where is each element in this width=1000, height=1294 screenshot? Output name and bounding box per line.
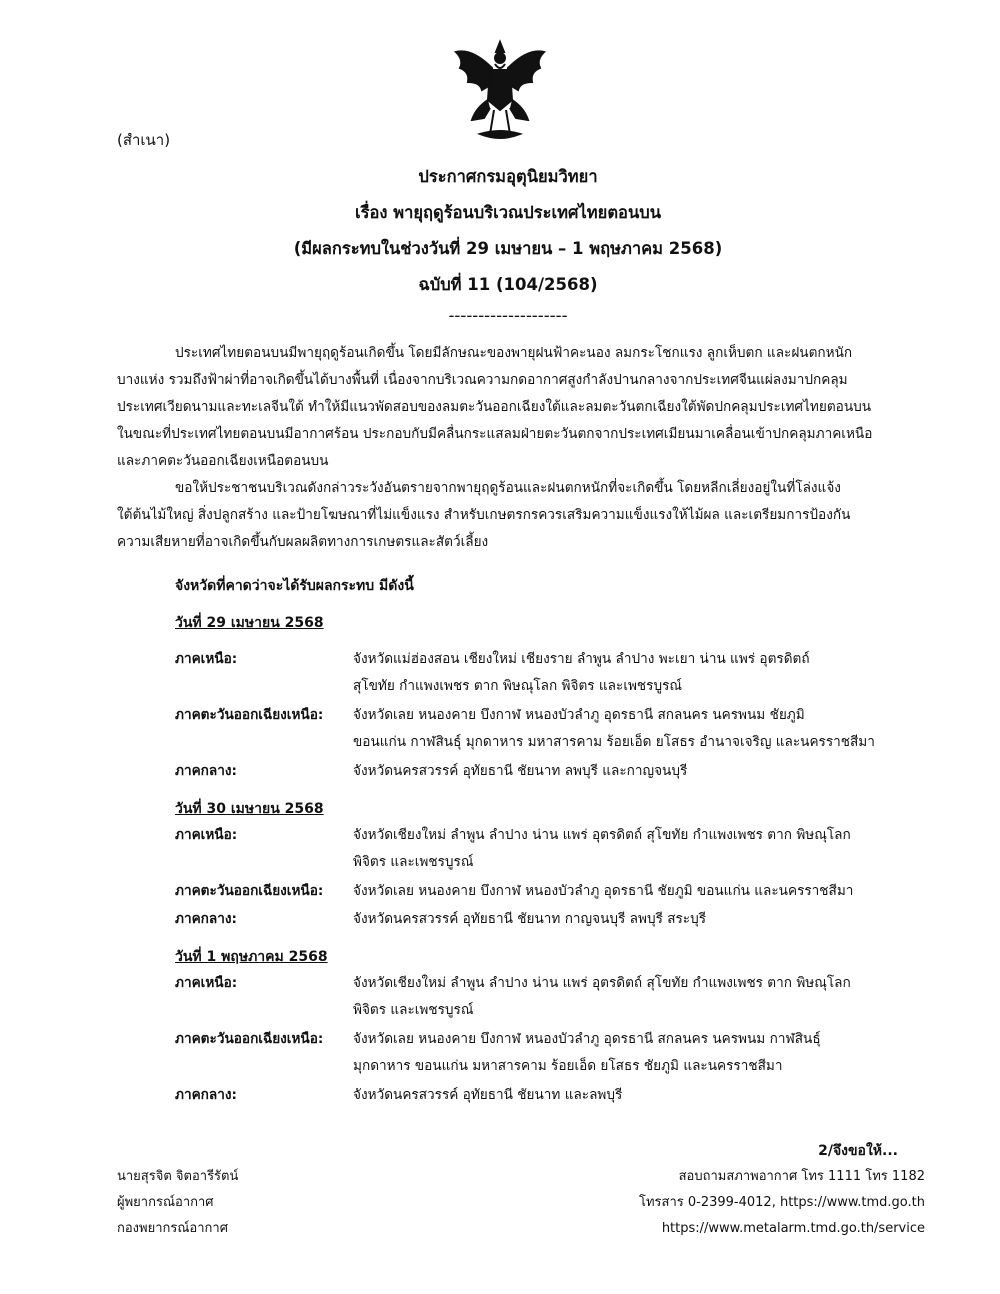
region-label: ภาคเหนือ: [175, 827, 238, 843]
paragraph-line: ประเทศเวียดนามและทะเลจีนใต้ ทำให้มีแนวพัดสอบของลมตะวันออกเฉียงใต้และลมตะวันตกเฉียงใต้พัดปกคลุมประเทศไทยตอนบน [117, 399, 872, 415]
province-list [353, 822, 893, 876]
province-line: จังหวัดเลย หนองคาย บึงกาฬ หนองบัวลำภู อุดรธานี สกลนคร นครพนม กาฬสินธุ์ [353, 1031, 821, 1047]
province-list [353, 702, 893, 756]
contact-service-link[interactable]: https://www.metalarm.tmd.go.th/service [661, 1221, 925, 1236]
contact-block [639, 1164, 925, 1242]
region-label: ภาคกลาง: [175, 1087, 237, 1103]
signer-division: กองพยากรณ์อากาศ [117, 1221, 228, 1236]
province-line: จังหวัดนครสวรรค์ อุทัยธานี ชัยนาท กาญจนบุรี ลพบุรี สระบุรี [353, 911, 707, 927]
region-row-north [175, 970, 905, 1024]
provinces-heading: จังหวัดที่คาดว่าจะได้รับผลกระทบ มีดังนี้ [175, 578, 414, 594]
paragraph-situation [117, 340, 907, 556]
region-row-north [175, 822, 905, 876]
province-list [353, 970, 893, 1024]
province-line: จังหวัดเชียงใหม่ ลำพูน ลำปาง น่าน แพร่ อุตรดิตถ์ สุโขทัย กำแพงเพชร ตาก พิษณุโลก [353, 975, 851, 991]
title-divider: -------------------- [448, 306, 568, 325]
region-label: ภาคกลาง: [175, 763, 237, 779]
region-label: ภาคตะวันออกเฉียงเหนือ: [175, 1031, 324, 1047]
province-line: จังหวัดเลย หนองคาย บึงกาฬ หนองบัวลำภู อุดรธานี ชัยภูมิ ขอนแก่น และนครราชสีมา [353, 883, 854, 899]
province-line: จังหวัดเลย หนองคาย บึงกาฬ หนองบัวลำภู อุดรธานี สกลนคร นครพนม ชัยภูมิ [353, 707, 805, 723]
garuda-emblem-icon [449, 38, 551, 142]
copy-label: (สำเนา) [117, 131, 171, 149]
province-list [353, 906, 893, 933]
province-line: จังหวัดนครสวรรค์ อุทัยธานี ชัยนาท ลพบุรี และกาญจนบุรี [353, 763, 688, 779]
signature-block [117, 1164, 238, 1242]
announcement-period: (มีผลกระทบในช่วงวันที่ 29 เมษายน – 1 พฤษภาคม 2568) [293, 239, 723, 258]
paragraph-line: และภาคตะวันออกเฉียงเหนือตอนบน [117, 453, 329, 469]
signer-position: ผู้พยากรณ์อากาศ [117, 1195, 214, 1210]
region-row-northeast [175, 702, 905, 756]
announcement-issue: ฉบับที่ 11 (104/2568) [418, 275, 598, 294]
province-line: ขอนแก่น กาฬสินธุ์ มุกดาหาร มหาสารคาม ร้อยเอ็ด ยโสธร อำนาจเจริญ และนครราชสีมา [353, 734, 875, 750]
province-line: สุโขทัย กำแพงเพชร ตาก พิษณุโลก พิจิตร และเพชรบูรณ์ [353, 678, 682, 694]
region-row-northeast [175, 1026, 905, 1080]
province-line: พิจิตร และเพชรบูรณ์ [353, 1002, 474, 1018]
region-row-central [175, 906, 905, 933]
province-line: พิจิตร และเพชรบูรณ์ [353, 854, 474, 870]
contact-phone: สอบถามสภาพอากาศ โทร 1111 โทร 1182 [678, 1169, 925, 1184]
province-list [353, 1026, 893, 1080]
region-label: ภาคเหนือ: [175, 975, 238, 991]
region-label: ภาคตะวันออกเฉียงเหนือ: [175, 883, 324, 899]
region-row-central [175, 758, 905, 785]
province-line: จังหวัดเชียงใหม่ ลำพูน ลำปาง น่าน แพร่ อุตรดิตถ์ สุโขทัย กำแพงเพชร ตาก พิษณุโลก [353, 827, 851, 843]
paragraph-line: ขอให้ประชาชนบริเวณดังกล่าวระวังอันตรายจากพายุฤดูร้อนและฝนตกหนักที่จะเกิดขึ้น โดยหลีกเลี่ยงอยู่ในที่โล่งแจ้ง [175, 480, 841, 496]
announcement-subject: เรื่อง พายุฤดูร้อนบริเวณประเทศไทยตอนบน [354, 203, 661, 222]
province-list [353, 1082, 893, 1109]
day-date: วันที่ 29 เมษายน 2568 [175, 615, 324, 631]
province-list [353, 758, 893, 785]
day-date: วันที่ 30 เมษายน 2568 [175, 801, 324, 817]
region-label: ภาคตะวันออกเฉียงเหนือ: [175, 707, 324, 723]
paragraph-line: ใต้ต้นไม้ใหญ่ สิ่งปลูกสร้าง และป้ายโฆษณาที่ไม่แข็งแรง สำหรับเกษตรกรควรเสริมความแข็งแรงให้ไม้ผล และเตรียมการป้องกัน [117, 507, 851, 523]
province-list [353, 878, 893, 905]
day-date: วันที่ 1 พฤษภาคม 2568 [175, 949, 328, 965]
region-row-northeast [175, 878, 905, 905]
announcement-title: ประกาศกรมอุตุนิยมวิทยา [418, 167, 598, 186]
paragraph-line: ความเสียหายที่อาจเกิดขึ้นกับผลผลิตทางการเกษตรและสัตว์เลี้ยง [117, 534, 489, 550]
next-page-marker: 2/จึงขอให้... [818, 1143, 898, 1159]
province-line: จังหวัดแม่ฮ่องสอน เชียงใหม่ เชียงราย ลำพูน ลำปาง พะเยา น่าน แพร่ อุตรดิตถ์ [353, 651, 810, 667]
region-row-north [175, 646, 905, 700]
province-line: จังหวัดนครสวรรค์ อุทัยธานี ชัยนาท และลพบุรี [353, 1087, 623, 1103]
signer-name: นายสุรจิต จิตอารีรัตน์ [117, 1169, 239, 1184]
paragraph-line: ในขณะที่ประเทศไทยตอนบนมีอากาศร้อน ประกอบกับมีคลื่นกระแสลมฝ่ายตะวันตกจากประเทศเมียนมาเคลื่อนเข้าปกคลุมภาคเหนือ [117, 426, 873, 442]
contact-fax-web[interactable]: โทรสาร 0-2399-4012, https://www.tmd.go.th [639, 1195, 925, 1210]
region-label: ภาคเหนือ: [175, 651, 238, 667]
paragraph-line: บางแห่ง รวมถึงฟ้าผ่าที่อาจเกิดขึ้นได้บางพื้นที่ เนื่องจากบริเวณความกดอากาศสูงกำลังปานกลางจากประเทศจีนแผ่ลงมาปกคลุม [117, 372, 848, 388]
region-label: ภาคกลาง: [175, 911, 237, 927]
region-row-central [175, 1082, 905, 1109]
paragraph-line: ประเทศไทยตอนบนมีพายุฤดูร้อนเกิดขึ้น โดยมีลักษณะของพายุฝนฟ้าคะนอง ลมกระโชกแรง ลูกเห็บตก และฝนตกหนัก [175, 345, 853, 361]
province-line: มุกดาหาร ขอนแก่น มหาสารคาม ร้อยเอ็ด ยโสธร ชัยภูมิ และนครราชสีมา [353, 1058, 783, 1074]
province-list [353, 646, 893, 700]
